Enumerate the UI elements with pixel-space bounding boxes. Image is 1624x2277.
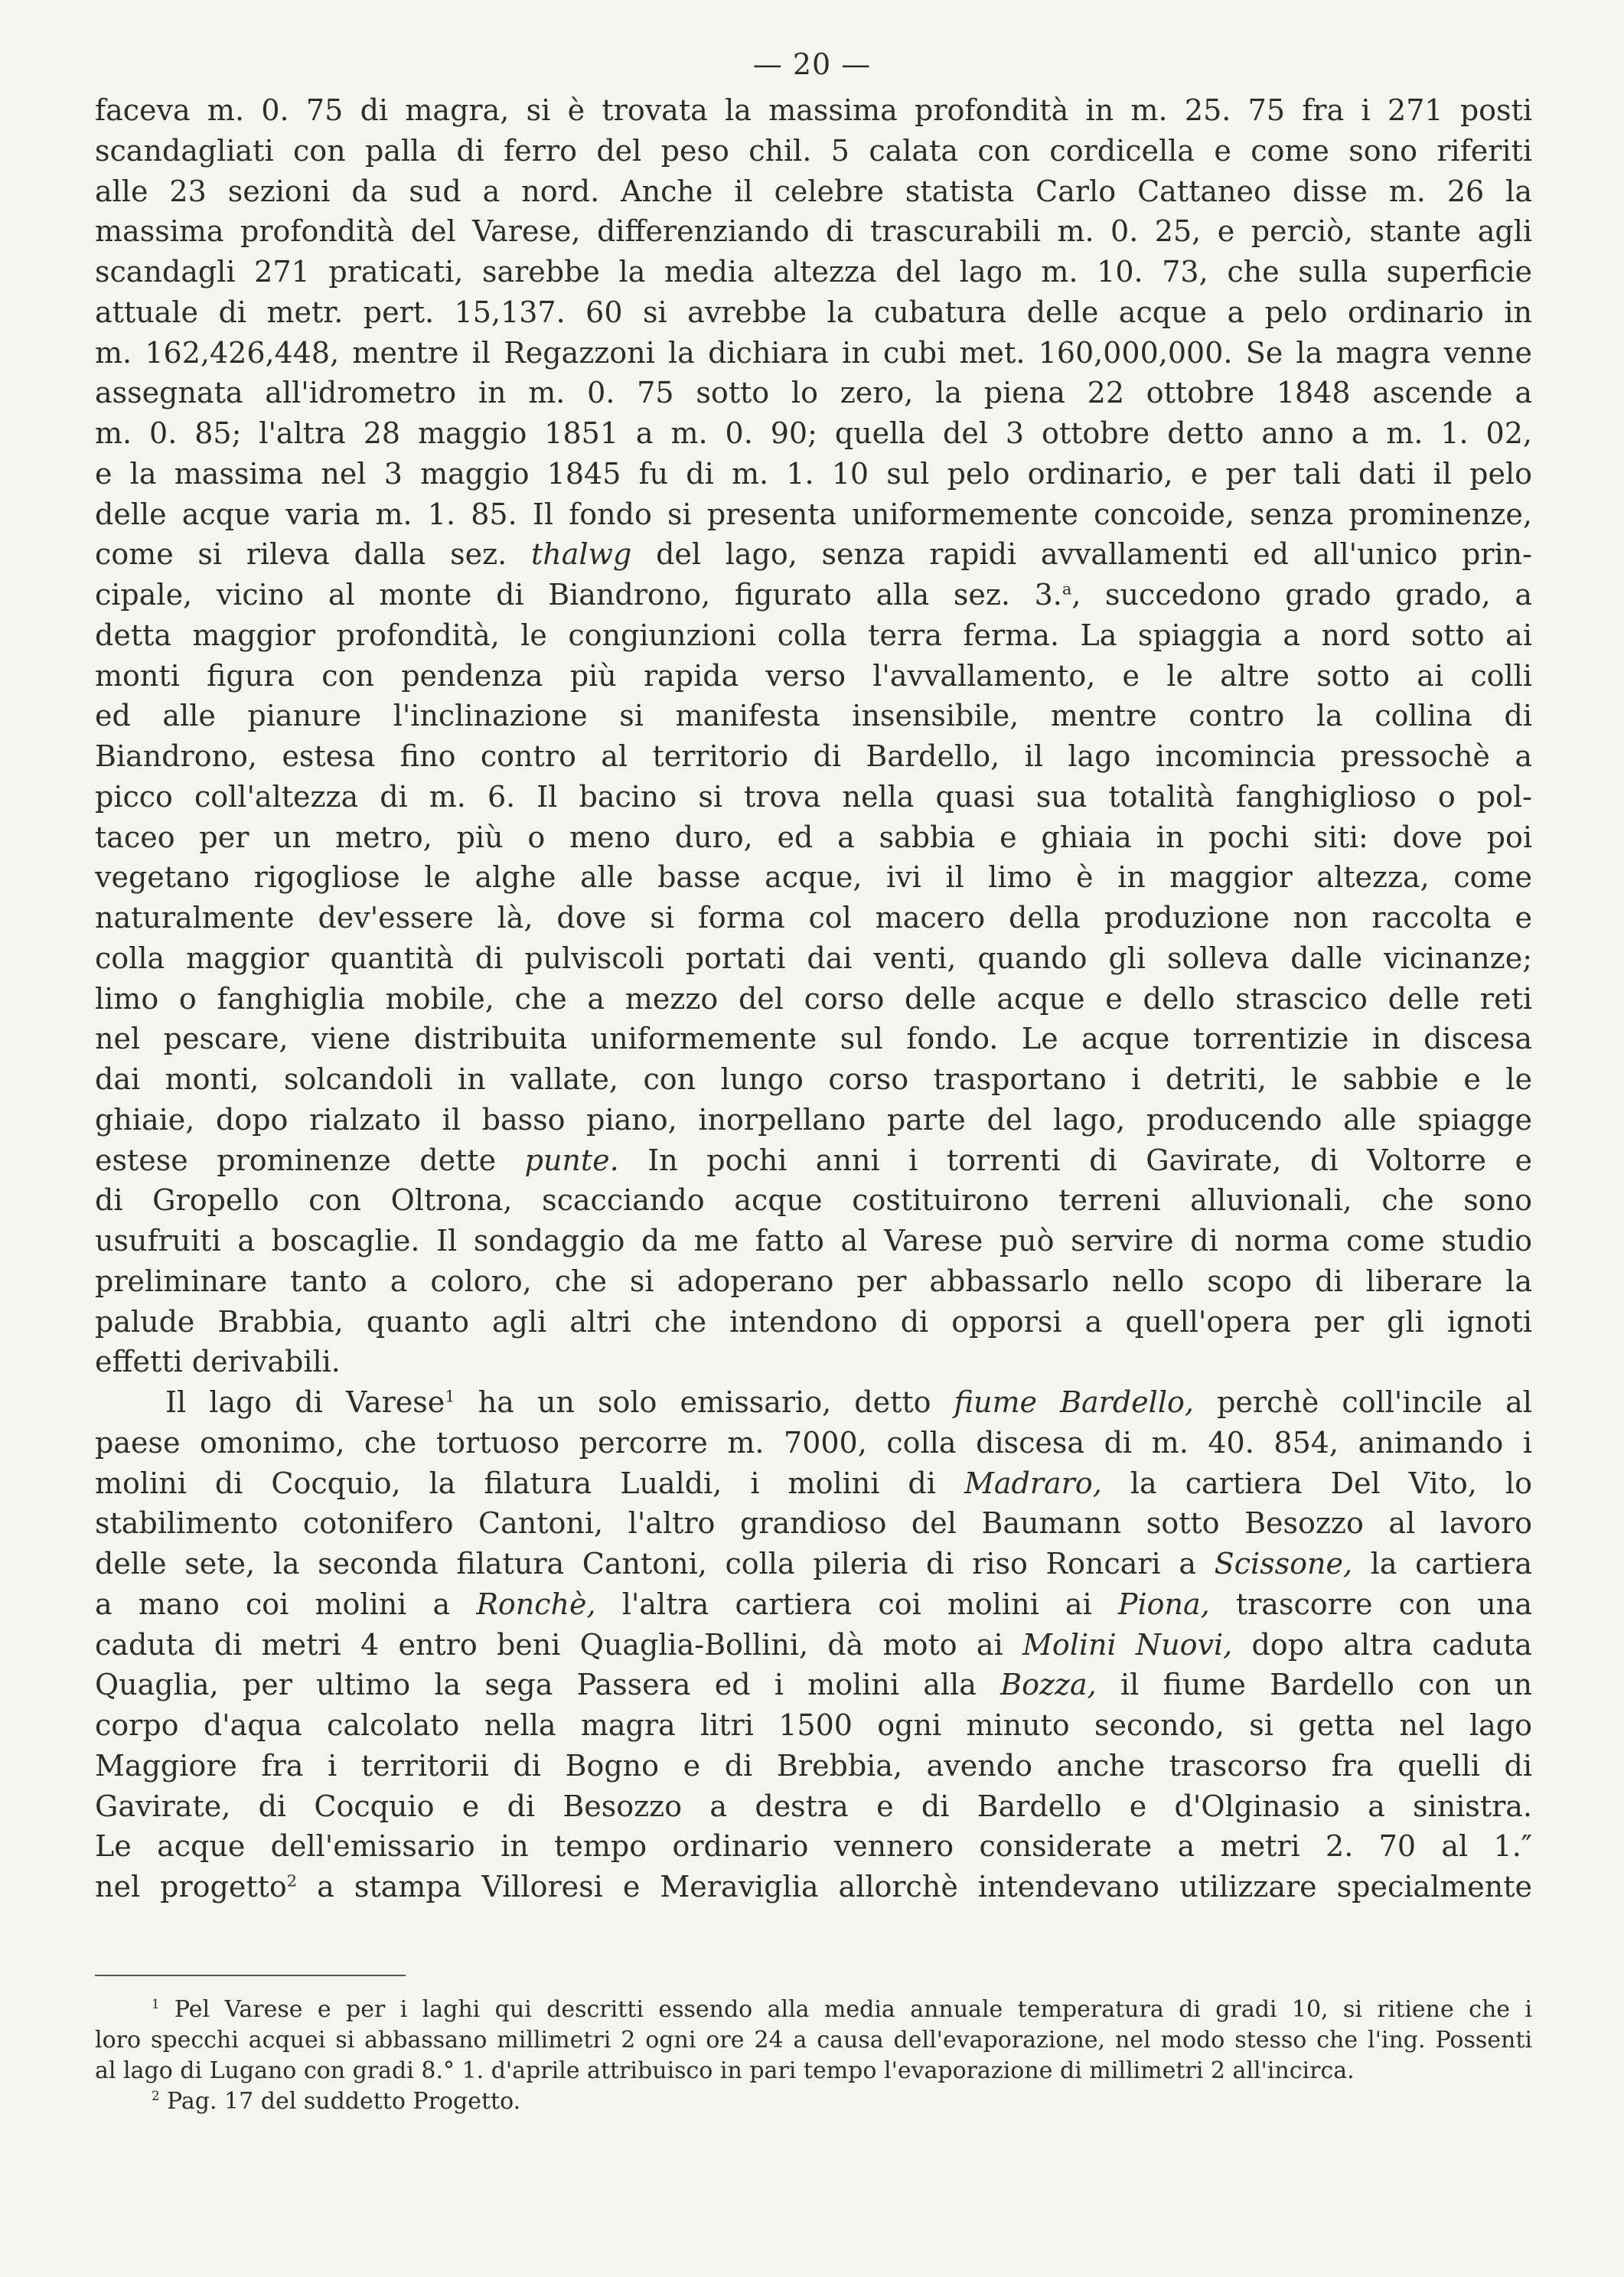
text-line: massima profondità del Varese, differenziando di trascurabili m. 0. 25, e perciò, stante agli [95,214,1532,249]
italic-term: Madraro, [964,1466,1102,1500]
text-line: delle acque varia m. 1. 85. Il fondo si presenta uniformemente concoide, senza prominenze, [95,497,1532,531]
footnote-divider [95,1975,406,1976]
text-line: m. 162,426,448, mentre il Regazzoni la dichiara in cubi met. 160,000,000. Se la magra venne [95,335,1532,370]
text-line: scandagli 271 praticati, sarebbe la media altezza del lago m. 10. 73, che sulla superficie [95,255,1532,289]
text-line: palude Brabbia, quanto agli altri che intendono di opporsi a quell'opera per gli ignoti [95,1304,1532,1339]
text-segment: delle sete, la seconda filatura Cantoni, colla pileria di riso Roncari a [95,1547,1196,1581]
text-segment: a stampa Villoresi e Meraviglia allorchè intendevano utilizzare specialmente [317,1870,1532,1903]
text-line: corpo d'aqua calcolato nella magra litri 1500 ogni minuto secondo, si getta nel lago [95,1708,1532,1742]
main-text [95,90,1532,1907]
text-line: attuale di metr. pert. 15,137. 60 si avrebbe la cubatura delle acque a pelo ordinario in [95,295,1532,329]
footnote-ref: 1 [445,1387,455,1406]
italic-term: Molini Nuovi, [1022,1627,1233,1662]
text-line [95,1665,1532,1705]
footnote-line: loro specchi acquei si abbassano millimetri 2 ogni ore 24 a causa dell'evaporazione, nel modo stesso che l'ing. Possenti [95,2027,1532,2054]
text-segment: perchè coll'incile al [1217,1385,1532,1419]
text-segment: l'altra cartiera coi molini ai [621,1587,1092,1621]
text-line: e la massima nel 3 maggio 1845 fu di m. 1. 10 sul pelo ordinario, e per tali dati il pelo [95,456,1532,491]
text-line [95,1867,1532,1907]
text-segment: Quaglia, per ultimo la sega Passera ed i molini alla [95,1668,977,1702]
text-segment: Il lago di Varese [165,1385,445,1419]
text-segment: il fiume Bardello con un [1120,1668,1532,1702]
text-segment: Pag. 17 del suddetto Progetto. [167,2088,521,2115]
text-line: scandagliati con palla di ferro del peso chil. 5 calata con cordicella e come sono riferiti [95,133,1532,168]
text-line: paese omonimo, che tortuoso percorre m. 7000, colla discesa di m. 40. 854, animando i [95,1425,1532,1460]
text-line: ghiaie, dopo rialzato il basso piano, inorpellano parte del lago, producendo alle spiagge [95,1102,1532,1137]
text-line: m. 0. 85; l'altra 28 maggio 1851 a m. 0. 90; quella del 3 ottobre detto anno a m. 1. 02, [95,416,1532,450]
footnote-mark: 2 [152,2089,160,2103]
text-segment: ha un solo emissario, detto [478,1385,931,1419]
text-line: usufruiti a boscaglie. Il sondaggio da me fatto al Varese può servire di norma come studio [95,1224,1532,1258]
text-segment: a mano coi molini a [95,1587,451,1621]
italic-term: thalwg [530,537,632,572]
footnote-line [95,1995,1532,2025]
text-line [95,534,1532,575]
text-line [95,575,1532,615]
text-line: assegnata all'idrometro in m. 0. 75 sotto lo zero, la piena 22 ottobre 1848 ascende a [95,376,1532,410]
text-segment: la cartiera Del Vito, lo [1130,1466,1532,1500]
text-line: picco coll'altezza di m. 6. Il bacino si trova nella quasi sua totalità fanghiglioso o pol- [95,779,1532,814]
italic-term: punte. [524,1143,619,1177]
text-line: di Gropello con Oltrona, scacciando acque costituirono terreni alluvionali, che sono [95,1183,1532,1218]
text-line [95,1463,1532,1504]
text-line: detta maggior profondità, le congiunzioni colla terra ferma. La spiaggia a nord sotto ai [95,618,1532,652]
text-line: Maggiore fra i territorii di Bogno e di Brebbia, avendo anche trascorso fra quelli di [95,1748,1532,1783]
text-line: Gavirate, di Cocquio e di Besozzo a destra e di Bardello e d'Olginasio a sinistra. [95,1789,1532,1823]
text-line: vegetano rigogliose le alghe alle basse acque, ivi il limo è in maggior altezza, come [95,860,1532,895]
italic-term: Piona, [1117,1587,1210,1621]
italic-term: fiume Bardello, [954,1385,1194,1419]
superscript: a [1061,579,1072,599]
footnotes [95,1995,1532,2117]
text-line: limo o fanghiglia mobile, che a mezzo del corso delle acque e dello strascico delle reti [95,981,1532,1016]
text-segment: cipale, vicino al monte di Biandrono, figurato alla sez. 3. [95,578,1062,612]
text-line [95,1382,1532,1423]
text-line: naturalmente dev'essere là, dove si forma col macero della produzione non raccolta e [95,901,1532,935]
text-line: faceva m. 0. 75 di magra, si è trovata la massima profondità in m. 25. 75 fra i 271 posti [95,93,1532,127]
footnote-line: al lago di Lugano con gradi 8.° 1. d'aprile attribuisco in pari tempo l'evaporazione di millimetri 2 all'incirca. [95,2057,1355,2084]
page-number: — 20 — [752,47,872,81]
text-segment: estese prominenze dette [95,1143,497,1177]
text-line [95,1584,1532,1625]
text-segment: molini di Cocquio, la filatura Lualdi, i molini di [95,1466,936,1500]
text-segment: , succedono grado grado, a [1071,578,1532,612]
text-segment: del lago, senza rapidi avvallamenti ed all'unico prin- [656,537,1532,572]
text-line: Le acque dell'emissario in tempo ordinario vennero considerate a metri 2. 70 al 1.″ [95,1829,1532,1864]
footnote-ref: 2 [286,1871,298,1890]
text-line: effetti derivabili. [95,1345,341,1379]
text-line: Biandrono, estesa fino contro al territorio di Bardello, il lago incomincia pressochè a [95,739,1532,773]
text-line: stabilimento cotonifero Cantoni, l'altro grandioso del Baumann sotto Besozzo al lavoro [95,1506,1532,1541]
text-segment: dopo altra caduta [1251,1627,1532,1662]
text-line [95,1625,1532,1665]
text-segment: In pochi anni i torrenti di Gavirate, di Voltorre e [647,1143,1532,1177]
text-segment: Pel Varese e per i laghi qui descritti essendo alla media annuale temperatura di gradi 10, si ritiene che i [174,1996,1532,2023]
text-line [95,1544,1532,1584]
text-line: ed alle pianure l'inclinazione si manifesta insensibile, mentre contro la collina di [95,699,1532,733]
text-segment: trascorre con una [1235,1587,1532,1621]
text-segment: caduta di metri 4 entro beni Quaglia-Bollini, dà moto ai [95,1627,1003,1662]
text-line: alle 23 sezioni da sud a nord. Anche il celebre statista Carlo Cattaneo disse m. 26 la [95,174,1532,208]
italic-term: Ronchè, [476,1587,596,1621]
footnote-line [95,2086,1532,2117]
text-line: monti figura con pendenza più rapida verso l'avvallamento, e le altre sotto ai colli [95,658,1532,693]
text-segment: come si rileva dalla sez. [95,537,507,572]
text-line: nel pescare, viene distribuita uniformemente sul fondo. Le acque torrentizie in discesa [95,1022,1532,1056]
italic-term: Scissone, [1214,1547,1353,1581]
text-line: dai monti, solcandoli in vallate, con lungo corso trasportano i detriti, le sabbie e le [95,1062,1532,1096]
text-line: taceo per un metro, più o meno duro, ed a sabbia e ghiaia in pochi siti: dove poi [95,820,1532,854]
text-line: preliminare tanto a coloro, che si adoperano per abbassarlo nello scopo di liberare la [95,1264,1532,1298]
text-line [95,1140,1532,1181]
italic-term: Bozza, [1000,1668,1097,1702]
text-segment: la cartiera [1370,1547,1532,1581]
footnote-mark: 1 [152,1997,160,2011]
text-line: colla maggior quantità di pulviscoli portati dai venti, quando gli solleva dalle vicinanze; [95,941,1532,975]
text-segment: nel progetto [95,1870,287,1903]
